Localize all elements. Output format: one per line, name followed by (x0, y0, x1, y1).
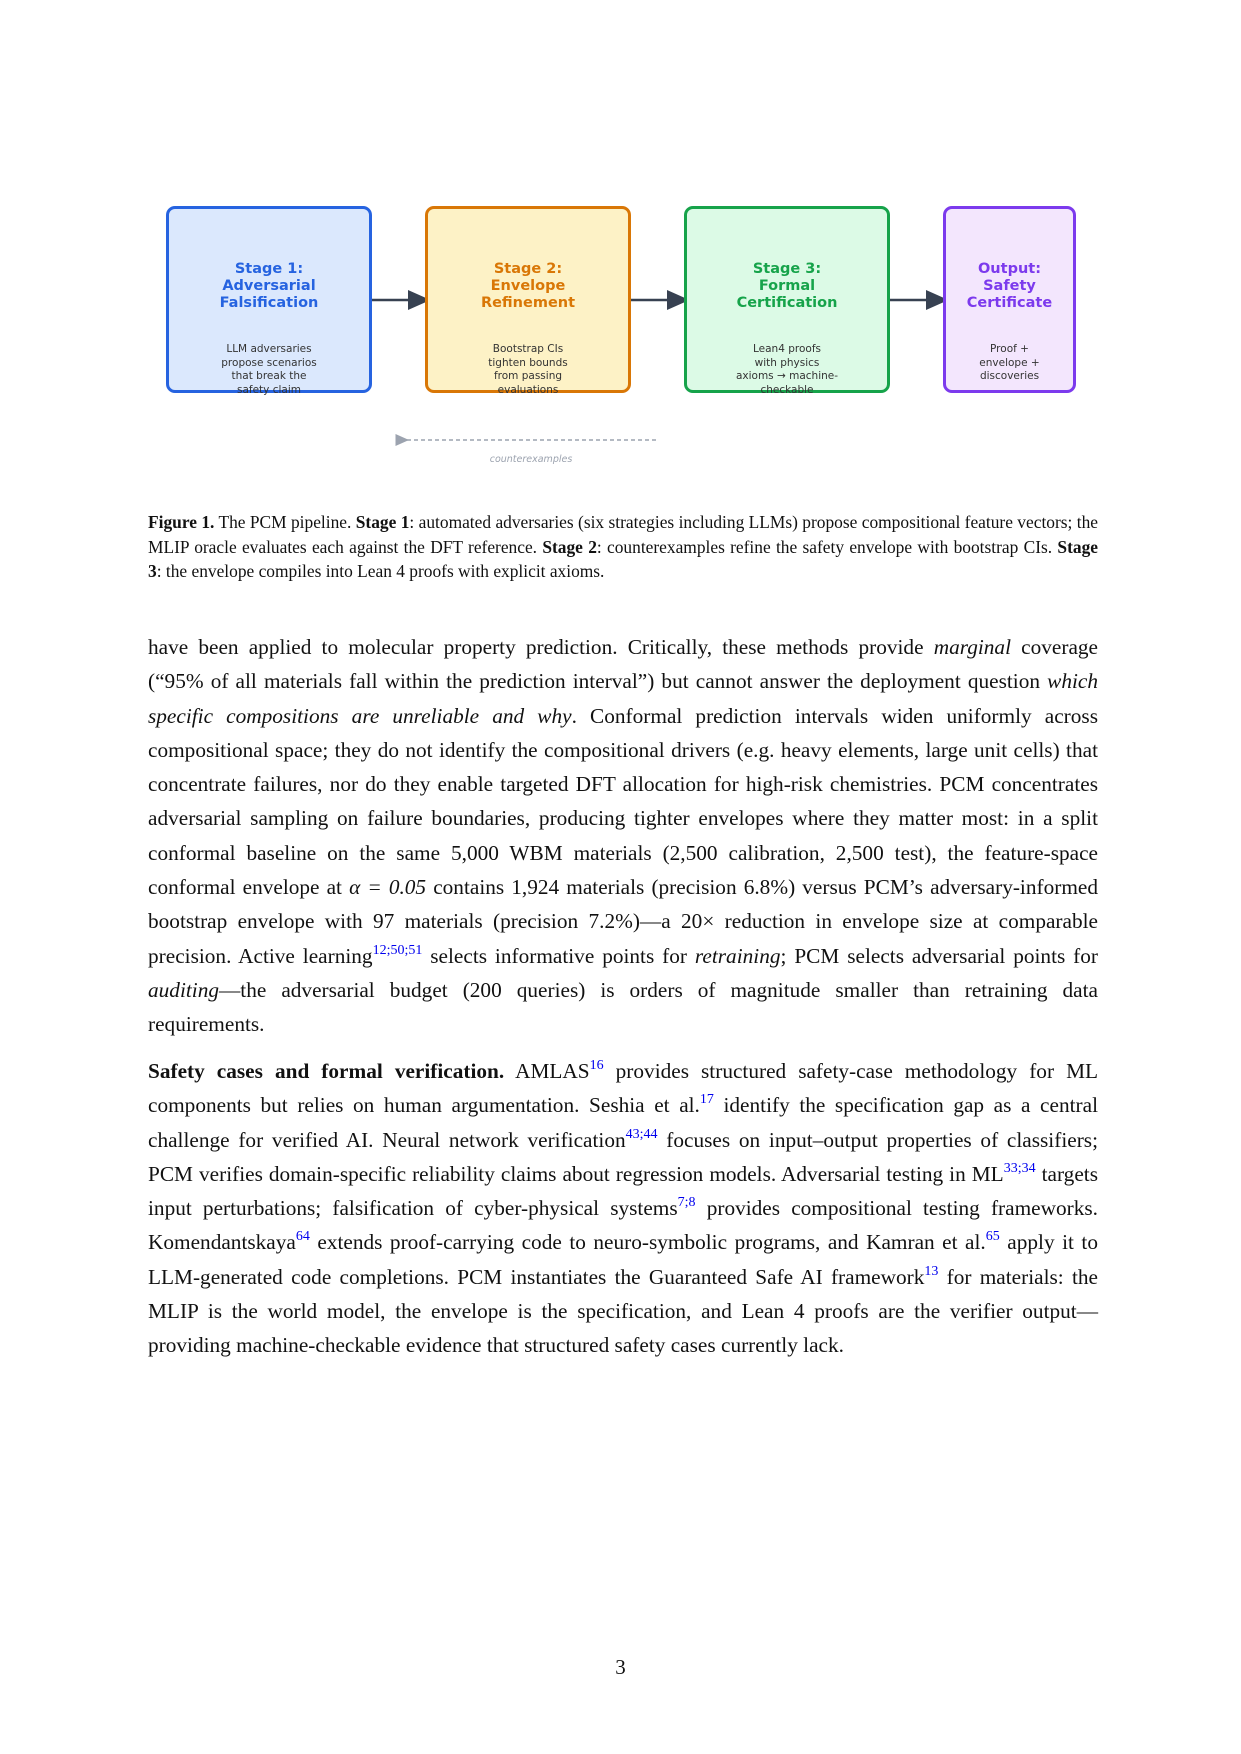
emphasis: marginal (933, 635, 1011, 659)
text-run: provides structured safety-case methodology for ML components but relies on human argumentation. Seshia et al. (148, 1059, 1099, 1118)
emphasis: retraining (694, 943, 781, 968)
page-number: 3 (615, 1655, 626, 1679)
stage3-box (684, 206, 890, 396)
text-run: targets input perturbations; falsification of cyber-physical systems (148, 1161, 1098, 1221)
citation-link[interactable]: 7;8 (677, 1195, 696, 1211)
stage2-desc: Bootstrap CIs tighten bounds from passing evaluations (488, 343, 568, 396)
emphasis: which specific compositions are unreliable and why (148, 669, 1098, 728)
citation-link[interactable]: 43;44 (625, 1126, 658, 1142)
text-run: coverage (“95% of all materials fall within the prediction interval”) but cannot answer the deployment question (148, 635, 1099, 694)
text-run: identify the specification gap as a central challenge for verified AI. Neural network verification (148, 1093, 1098, 1152)
citation-link[interactable]: 17 (699, 1092, 714, 1108)
text-run: for materials: the MLIP is the world model, the envelope is the specification, and Lean 4 proofs are the verifier output—providing machine-checkable evidence that structured safety cases currently lack. (148, 1264, 1098, 1358)
body-paragraph-2 (148, 1054, 1098, 1363)
feedback-label: counterexamples (489, 454, 573, 465)
citation-link[interactable]: 13 (924, 1263, 939, 1279)
emphasis: auditing (148, 977, 219, 1002)
text-run: —the adversarial budget (200 queries) is orders of magnitude smaller than retraining data requirements. (148, 977, 1098, 1037)
stage1-desc: LLM adversaries propose scenarios that break the safety claim (221, 343, 317, 396)
text-run: have been applied to molecular property prediction. Critically, these methods provide (148, 635, 934, 659)
math-alpha: α = 0.05 (349, 875, 427, 900)
citation-link[interactable]: 33;34 (1003, 1160, 1036, 1176)
body-paragraph-1 (148, 630, 1098, 1042)
pipeline-figure (166, 206, 1078, 466)
figure-caption (148, 510, 1098, 584)
text-run: AMLAS (504, 1059, 590, 1083)
text-run: ; PCM selects adversarial points for (780, 943, 1099, 968)
text-run: focuses on input–output properties of classifiers; PCM verifies domain-specific reliability claims about regression models. Adversarial testing in ML (148, 1127, 1098, 1186)
citation-link[interactable]: 12;50;51 (372, 942, 423, 958)
caption-text: : automated adversaries (six strategies including LLMs) propose compositional feature vectors; the MLIP oracle evaluates each against the DFT reference. (148, 512, 1098, 557)
caption-text: The PCM pipeline. (214, 512, 356, 532)
stage3-desc: Lean4 proofs with physics axioms → machine- checkable (735, 343, 839, 396)
text-run: contains 1,924 materials (precision 6.8%) versus PCM’s adversary-informed bootstrap envelope with 97 materials (precision 7.2%)—a (148, 875, 1099, 934)
text-run: . Conformal prediction intervals widen uniformly across compositional space; they do not identify the compositional drivers (e.g. heavy elements, large unit cells) that concentrate failures, nor do they enable targeted DFT allocation for high-risk chemistries. PCM concentrates adversarial sampling on failure boundaries, producing tighter envelopes where they matter most: in a split conformal baseline on the same 5,000 WBM materials (2,500 calibration, 2,500 test), the feature-space conformal envelope at (148, 703, 1098, 900)
stage1-title: Stage 1: Adversarial Falsification (219, 261, 319, 311)
text-run: provides compositional testing frameworks. Komendantskaya (148, 1196, 1098, 1255)
stage3-title: Stage 3: Formal Certification (736, 261, 838, 311)
citation-link[interactable]: 64 (295, 1229, 310, 1245)
caption-stage3: Stage 3 (148, 536, 1098, 581)
caption-stage1: Stage 1 (355, 512, 410, 532)
caption-label: Figure 1. (148, 512, 215, 532)
section-run-in-heading: Safety cases and formal verification. (148, 1059, 505, 1083)
stage2-title: Stage 2: Envelope Refinement (480, 261, 576, 311)
text-run: extends proof-carrying code to neuro-symbolic programs, and Kamran et al. (309, 1230, 986, 1255)
output-box (943, 206, 1076, 393)
math-factor: 20× (681, 909, 715, 934)
output-title: Output: Safety Certificate (966, 261, 1053, 311)
text-run: reduction in envelope size at comparable precision. Active learning (148, 909, 1098, 968)
caption-text: : counterexamples refine the safety envelope with bootstrap CIs. (596, 536, 1058, 557)
caption-stage2: Stage 2 (542, 536, 597, 557)
stage2-box (425, 206, 631, 396)
citation-link[interactable]: 16 (589, 1058, 604, 1073)
output-desc: Proof + envelope + discoveries (979, 343, 1040, 383)
citation-link[interactable]: 65 (985, 1229, 1000, 1245)
text-run: selects informative points for (422, 943, 695, 968)
text-run: apply it to LLM-generated code completions. PCM instantiates the Guaranteed Safe AI framework (148, 1230, 1099, 1289)
caption-text: : the envelope compiles into Lean 4 proofs with explicit axioms. (156, 561, 605, 581)
stage1-box (166, 206, 372, 396)
